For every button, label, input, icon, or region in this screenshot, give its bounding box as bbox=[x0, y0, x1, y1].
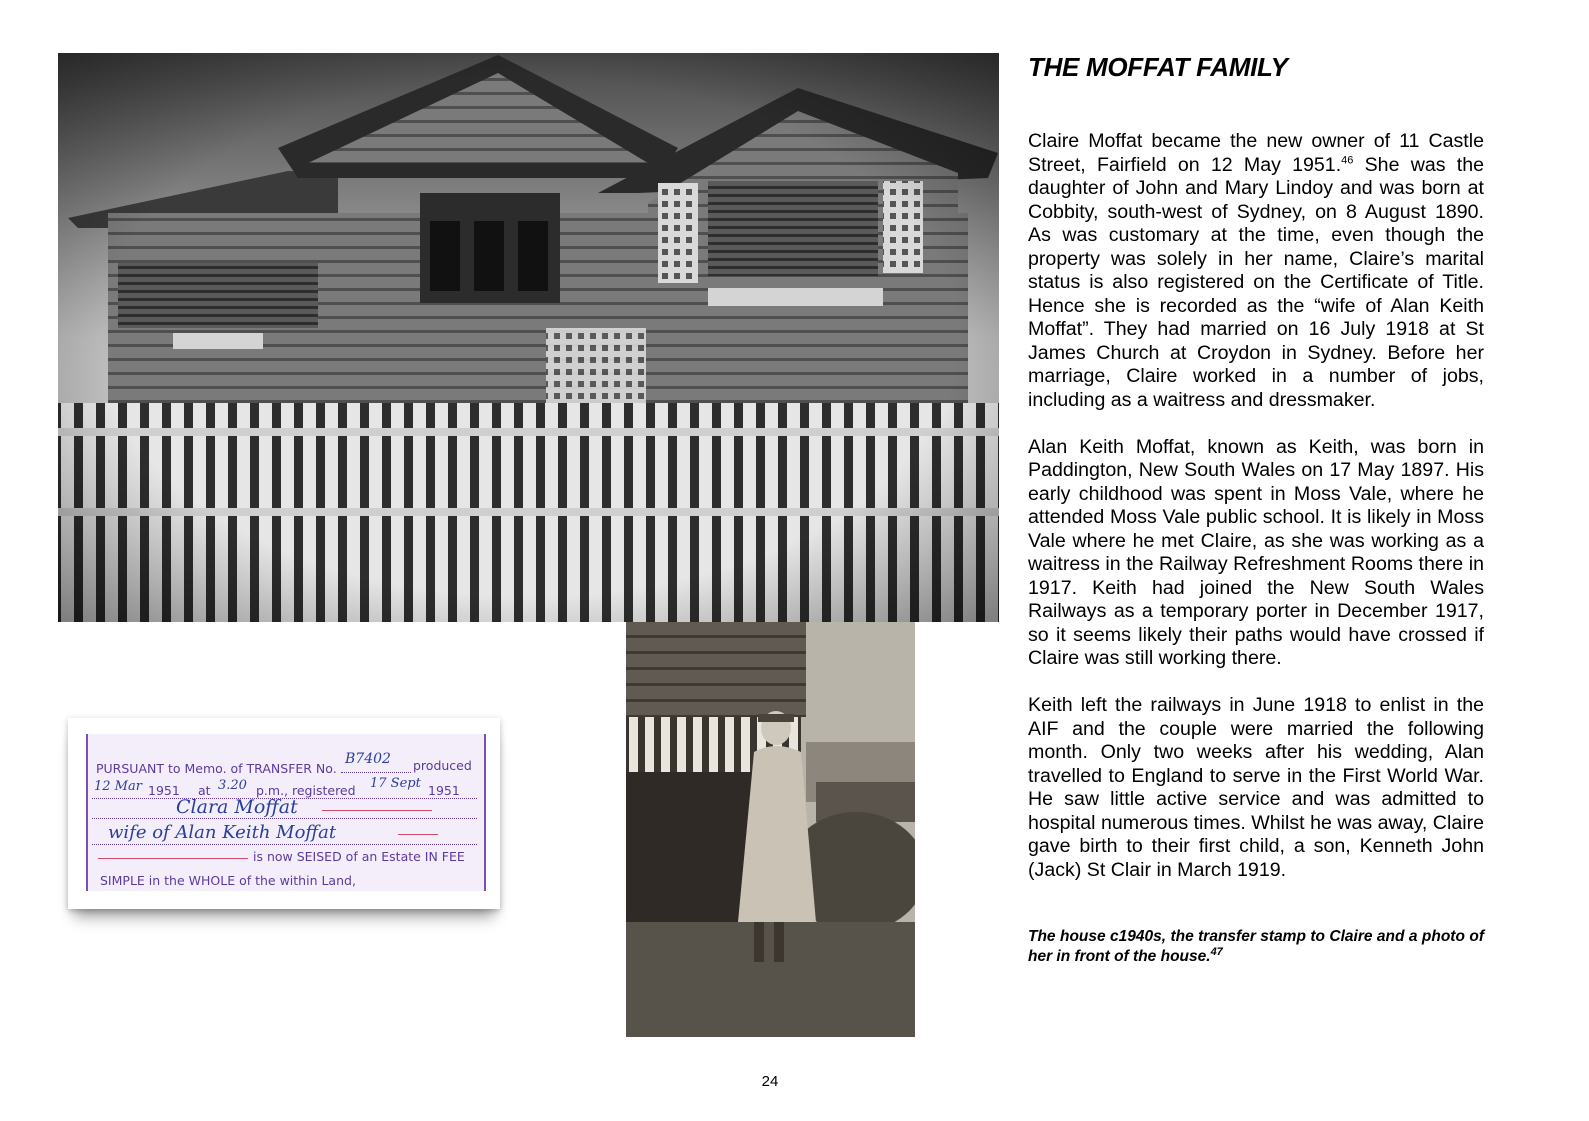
paragraph-2: Alan Keith Moffat, known as Keith, was born in Paddington, New South Wales on 17 May 1897. His early childhood was spent in Moss Vale, where he attended Moss Vale public school. It is likely in Moss Vale where he met Claire, as she was working as a waitress in the Railway Refreshment Rooms there in 1917. Keith had joined the New South Wales Railways as a temporary porter in December 1917, so it seems likely their paths would have crossed if Claire was still working there. bbox=[1028, 435, 1484, 669]
stamp-produced-date: 12 Mar bbox=[94, 779, 142, 794]
claire-photo-image bbox=[626, 622, 915, 1037]
stamp-seised: is now SEISED of an Estate IN FEE bbox=[253, 849, 465, 864]
footnote-ref-46[interactable]: 46 bbox=[1341, 153, 1354, 166]
page-heading: THE MOFFAT FAMILY bbox=[1028, 52, 1288, 82]
stamp-transfer-number: B7402 bbox=[345, 751, 391, 767]
stamp-line-1: PURSUANT to Memo. of TRANSFER No. bbox=[96, 761, 337, 776]
stamp-time: 3.20 bbox=[218, 778, 247, 793]
page-number: 24 bbox=[761, 1073, 779, 1090]
article bbox=[1028, 50, 1484, 982]
paragraph-3: Keith left the railways in June 1918 to enlist in the AIF and the couple were married the following month. Only two weeks after his wedding, Alan travelled to England to serve in the First World War. He saw little active service and was admitted to hospital numerous times. Whilst he was away, Claire gave birth to their first child, a son, Kenneth John (Jack) St Clair in March 1919. bbox=[1028, 694, 1484, 881]
stamp-owner-status: wife of Alan Keith Moffat bbox=[108, 822, 337, 843]
paragraph-1: Claire Moffat became the new owner of 11 Castle Street, Fairfield on 12 May 1951.46 She was the daughter of John and Mary Lindoy and was born at Cobbity, south-west of Sydney, on 8 August 1890. As was customary at the time, even though the property was solely in her name, Claire’s marital status is also registered on the Certificate of Title. Hence she is recorded as the “wife of Alan Keith Moffat”. They had married on 16 July 1918 at St James Church at Croydon in Sydney. Before her marriage, Claire worked in a number of jobs, including as a waitress and dressmaker. bbox=[1028, 130, 1484, 411]
transfer-stamp-image: PURSUANT to Memo. of TRANSFER No. B7402 produced 12 Mar 1951 at 3.20 p.m., registered 17 Sept 1951 Clara Moffat wife of Alan Keith Moffat is now SEISED of an Estate IN FEE SIMPLE in the WHOLE of the within Land, bbox=[86, 734, 486, 891]
house-photo-image bbox=[58, 53, 999, 622]
figure-caption: The house c1940s, the transfer stamp to Claire and a photo of her in front of the house.$^{47}$ bbox=[1028, 928, 1484, 965]
house-photo bbox=[58, 53, 999, 622]
transfer-stamp bbox=[68, 718, 500, 909]
stamp-registered-date: 17 Sept bbox=[370, 776, 421, 791]
stamp-produced: produced bbox=[413, 758, 472, 773]
footnote-ref-47[interactable]: 47 bbox=[1210, 945, 1223, 958]
stamp-owner-name: Clara Moffat bbox=[176, 796, 298, 818]
stamp-simple: SIMPLE in the WHOLE of the within Land, bbox=[100, 873, 356, 888]
claire-photo bbox=[626, 622, 915, 1037]
